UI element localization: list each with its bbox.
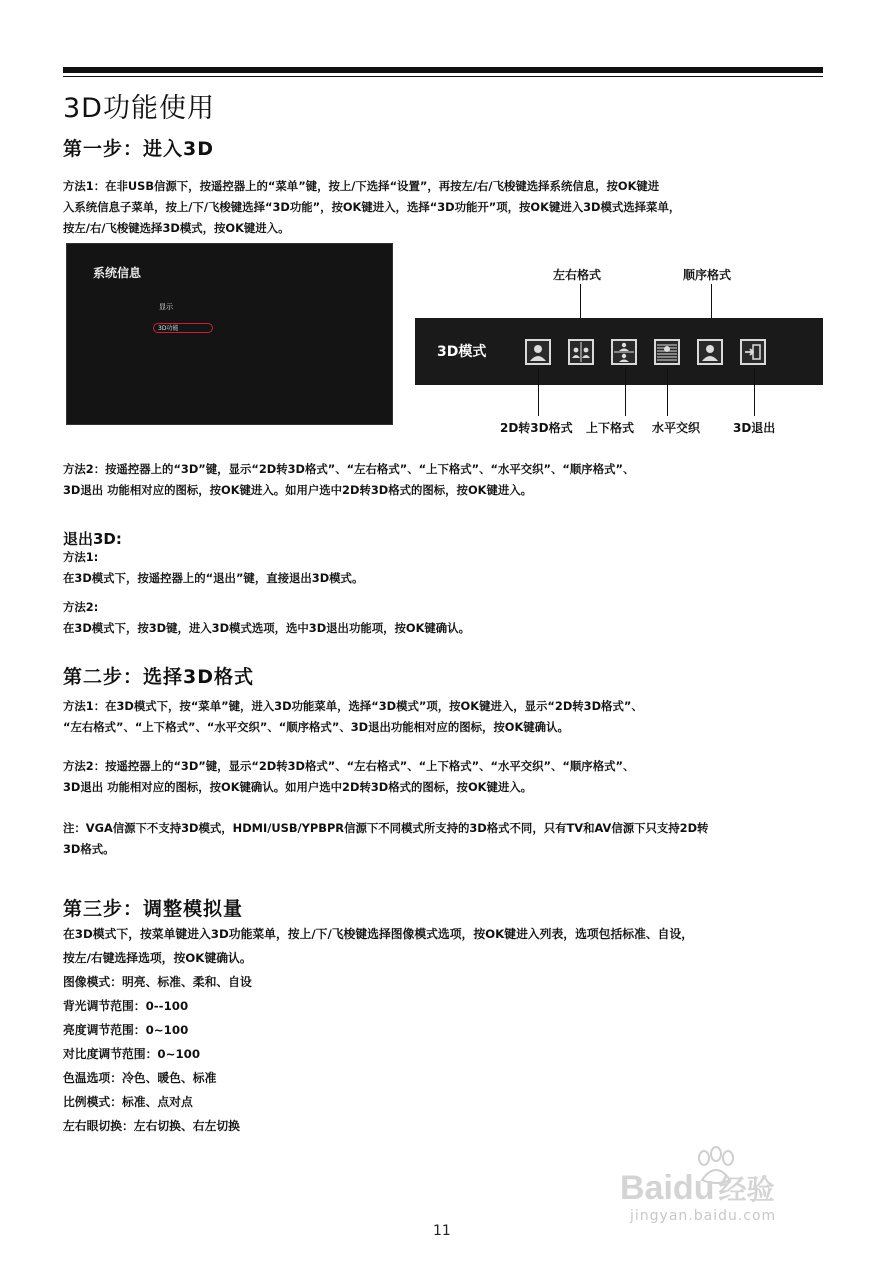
side-by-side-icon (568, 339, 594, 365)
text-line: 按左/右/飞梭键选择3D模式，按OK键进入。 (63, 221, 290, 235)
step2-method1 (63, 696, 833, 738)
text-line: 方法2: (63, 600, 99, 614)
text-line: 方法1: (63, 550, 99, 564)
screenshot-title: 系统信息 (93, 266, 142, 280)
step1-method2 (63, 459, 833, 501)
label-interlaced: 水平交织 (652, 421, 701, 435)
exit3d-methods (63, 547, 833, 639)
text-line: 方法2：按遥控器上的“3D”键，显示“2D转3D格式”、“左右格式”、“上下格式”、“水平交织”、“顺序格式”、 (63, 759, 635, 773)
exit-3d-icon (740, 339, 766, 365)
text-line: 3D退出 功能相对应的图标，按OK键进入。如用户选中2D转3D格式的图标，按OK键进入。 (63, 483, 533, 497)
step1-method1 (63, 176, 833, 239)
text-line: 方法2：按遥控器上的“3D”键，显示“2D转3D格式”、“左右格式”、“上下格式”、“水平交织”、“顺序格式”、 (63, 462, 635, 476)
exit3d-heading: 退出3D: (63, 530, 122, 548)
setting-item: 图像模式：明亮、标准、柔和、自设 (63, 975, 252, 989)
top-bottom-icon (611, 339, 637, 365)
setting-item: 对比度调节范围：0~100 (63, 1047, 201, 1061)
step2-note (63, 818, 833, 860)
menu-item-3d-selected: 3D功能 (153, 323, 213, 333)
text-line: 3D格式。 (63, 842, 115, 856)
step3-body (63, 922, 833, 1138)
text-line: “左右格式”、“上下格式”、“水平交织”、“顺序格式”、3D退出功能相对应的图标，按OK键确认。 (63, 720, 569, 734)
baidu-watermark (620, 1146, 820, 1226)
pointer-line (538, 368, 539, 416)
text-line: 注：VGA信源下不支持3D模式，HDMI/USB/YPBPR信源下不同模式所支持的3D格式不同，只有TV和AV信源下只支持2D转 (63, 821, 709, 835)
text-line: 在3D模式下，按遥控器上的“退出”键，直接退出3D模式。 (63, 571, 364, 585)
pointer-line (667, 368, 668, 416)
interlaced-icon (654, 339, 680, 365)
text-line: 按左/右键选择选项，按OK键确认。 (63, 951, 252, 965)
text-line: 在3D模式下，按3D键，进入3D模式选项，选中3D退出功能项，按OK键确认。 (63, 621, 470, 635)
watermark-brand: Baidu 经验 (620, 1169, 775, 1207)
text-line: 在3D模式下，按菜单键进入3D功能菜单，按上/下/飞梭键选择图像模式选项，按OK键进入列表，选项包括标准、自设， (63, 927, 694, 941)
section-title: 3D功能使用 (63, 93, 215, 124)
step1-heading: 第一步：进入3D (63, 138, 214, 160)
label-side-by-side: 左右格式 (553, 268, 602, 282)
3d-mode-title: 3D模式 (437, 344, 487, 360)
page-number: 11 (433, 1223, 451, 1239)
setting-item: 背光调节范围：0--100 (63, 999, 189, 1013)
text-line: 方法1：在非USB信源下，按遥控器上的“菜单”键，按上/下选择“设置”，再按左/右/飞梭键选择系统信息，按OK键进 (63, 179, 660, 193)
text-line: 方法1：在3D模式下，按“菜单”键，进入3D功能菜单，选择“3D模式”项，按OK键进入，显示“2D转3D格式”、 (63, 699, 643, 713)
system-info-screenshot (66, 243, 393, 425)
setting-item: 色温选项：冷色、暖色、标准 (63, 1071, 217, 1085)
label-sequential: 顺序格式 (683, 268, 732, 282)
3d-mode-bar (415, 318, 823, 385)
label-top-bottom: 上下格式 (586, 421, 635, 435)
setting-item: 比例模式：标准、点对点 (63, 1095, 193, 1109)
label-exit-3d: 3D退出 (733, 421, 776, 435)
top-rule-thin (63, 76, 823, 77)
pointer-line (754, 368, 755, 416)
frame-sequential-icon (697, 339, 723, 365)
menu-item-display: 显示 (159, 303, 173, 311)
label-2d-to-3d: 2D转3D格式 (500, 421, 573, 435)
text-line: 3D退出 功能相对应的图标，按OK键确认。如用户选中2D转3D格式的图标，按OK键进入。 (63, 780, 533, 794)
step2-method2 (63, 756, 833, 798)
setting-item: 亮度调节范围：0~100 (63, 1023, 189, 1037)
2d-to-3d-icon (525, 339, 551, 365)
setting-item: 左右眼切换：左右切换、右左切换 (63, 1119, 240, 1133)
text-line: 入系统信息子菜单，按上/下/飞梭键选择“3D功能”，按OK键进入，选择“3D功能开”项，按OK键进入3D模式选择菜单， (63, 200, 681, 214)
top-rule-thick (63, 67, 823, 73)
pointer-line (625, 368, 626, 416)
step2-heading: 第二步：选择3D格式 (63, 666, 254, 688)
watermark-url: jingyan.baidu.com (630, 1208, 777, 1224)
step3-heading: 第三步：调整模拟量 (63, 898, 244, 920)
